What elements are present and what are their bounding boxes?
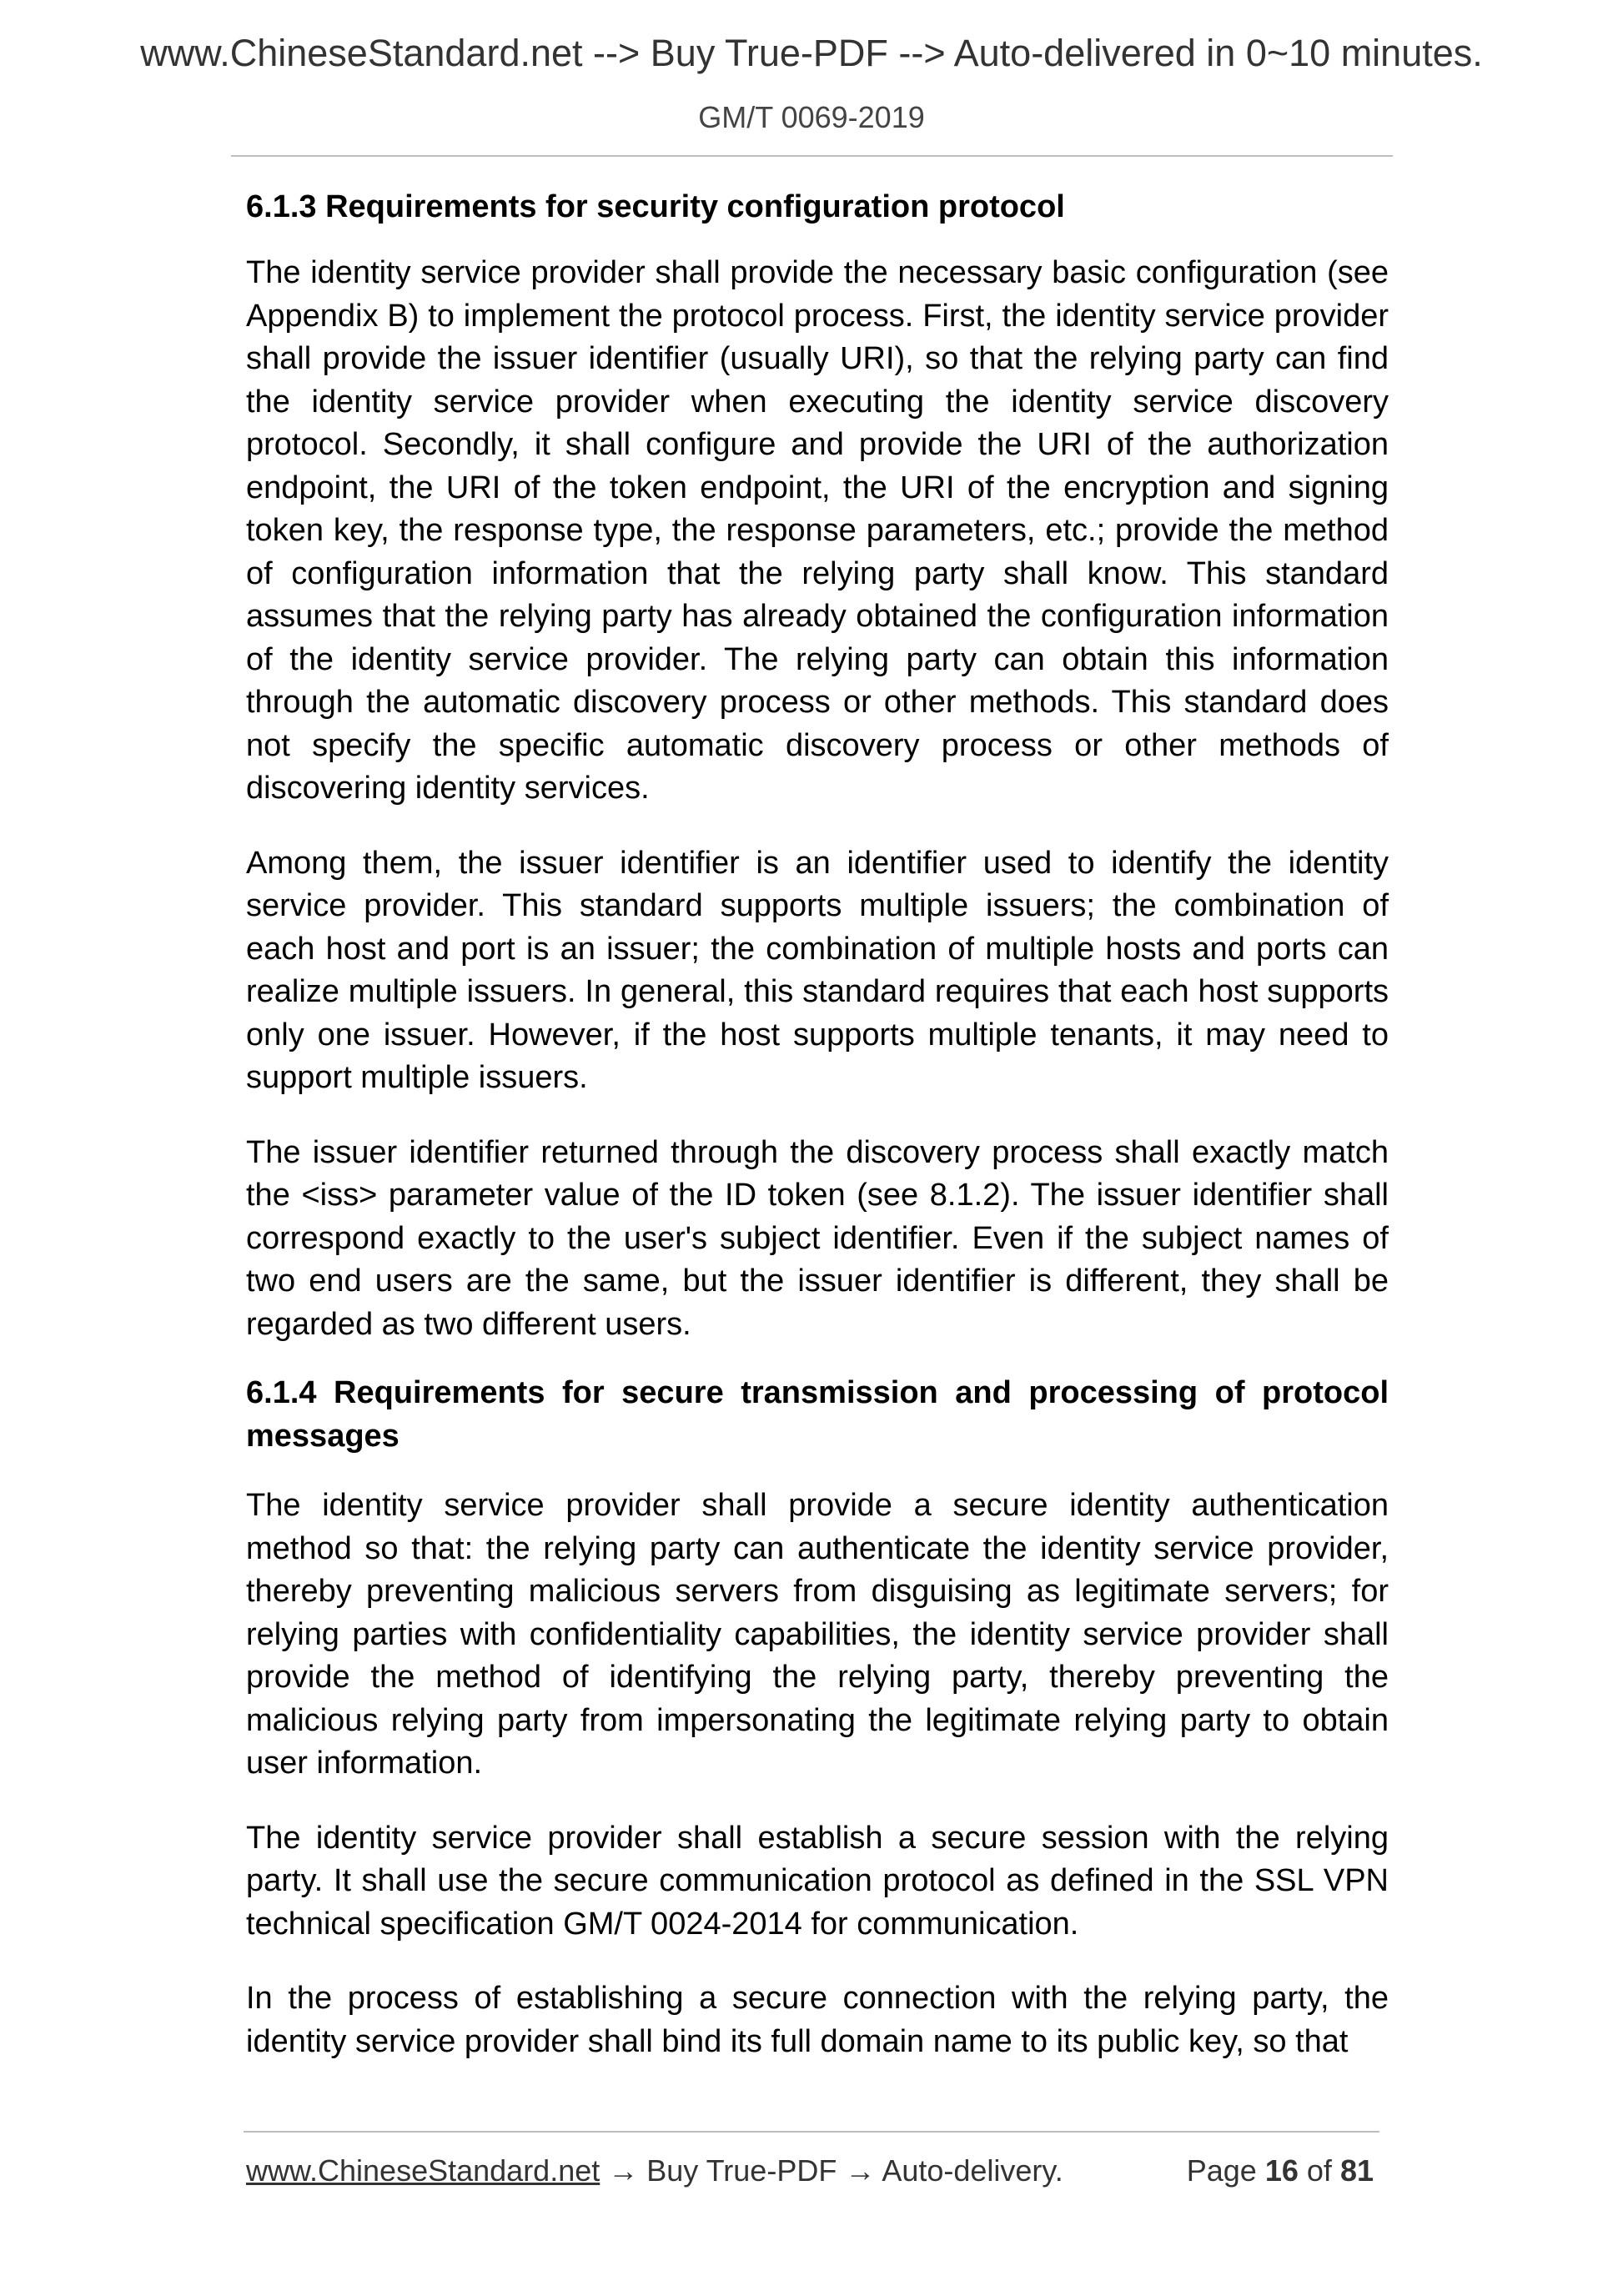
page-word: Page	[1186, 2153, 1257, 2188]
paragraph: The identity service provider shall provide the necessary basic configuration (see Appendix B) to implement the protocol process. First, the identity service provider shall provide the issuer identifier (usually URI), so that the relying party can find the identity service provider when executing the identity service discovery protocol. Secondly, it shall configure and provide the URI of the authorization endpoint, the URI of the token endpoint, the URI of the encryption and signing token key, the response type, the response parameters, etc.; provide the method of configuration information that the relying party shall know. This standard assumes that the relying party has already obtained the configuration information of the identity service provider. The relying party can obtain this information through the automatic discovery process or other methods. This standard does not specify the specific automatic discovery process or other methods of discovering identity services.	[246, 255, 1389, 806]
section-heading-6-1-4: 6.1.4 Requirements for secure transmission and processing of protocol messages	[246, 1375, 1389, 1454]
paragraph: In the process of establishing a secure connection with the relying party, the identity service provider shall bind its full domain name to its public key, so that	[246, 1981, 1389, 2059]
paragraph: The identity service provider shall establish a secure session with the relying party. It shall use the secure communication protocol as defined in the SSL VPN technical specification GM/T 0024-2014 for communication.	[246, 1820, 1389, 1942]
page-footer	[246, 2153, 1382, 2188]
footer-site-link[interactable]: www.ChineseStandard.net	[246, 2153, 600, 2188]
header-divider	[231, 155, 1393, 157]
footer-tagline: → Buy True-PDF → Auto-delivery.	[600, 2153, 1063, 2188]
site-banner: www.ChineseStandard.net --> Buy True-PDF --> Auto-delivered in 0~10 minutes.	[140, 32, 1483, 74]
footer-divider	[244, 2131, 1379, 2133]
paragraph: Among them, the issuer identifier is an identifier used to identify the identity service provider. This standard supports multiple issuers; the combination of each host and port is an issuer; the combination of multiple hosts and ports can realize multiple issuers. In general, this standard requires that each host supports only one issuer. However, if the host supports multiple tenants, it may need to support multiple issuers.	[246, 845, 1389, 1095]
current-page-number: 16	[1264, 2153, 1299, 2188]
of-word: of	[1306, 2153, 1332, 2188]
page-content	[246, 185, 1389, 2095]
total-pages-number: 81	[1339, 2153, 1374, 2188]
section-heading-6-1-3: 6.1.3 Requirements for security configuration protocol	[246, 189, 1065, 224]
paragraph: The issuer identifier returned through the discovery process shall exactly match the <iss> parameter value of the ID token (see 8.1.2). The issuer identifier shall correspond exactly to the user's subject identifier. Even if the subject names of two end users are the same, but the issuer identifier is different, they shall be regarded as two different users.	[246, 1134, 1389, 1342]
page-indicator	[1187, 2153, 1374, 2188]
paragraph: The identity service provider shall provide a secure identity authentication method so that: the relying party can authenticate the identity service provider, thereby preventing malicious servers from disguising as legitimate servers; for relying parties with confidentiality capabilities, the identity service provider shall provide the method of identifying the relying party, thereby preventing the malicious relying party from impersonating the legitimate relying party to obtain user information.	[246, 1488, 1389, 1781]
document-code: GM/T 0069-2019	[698, 100, 925, 134]
